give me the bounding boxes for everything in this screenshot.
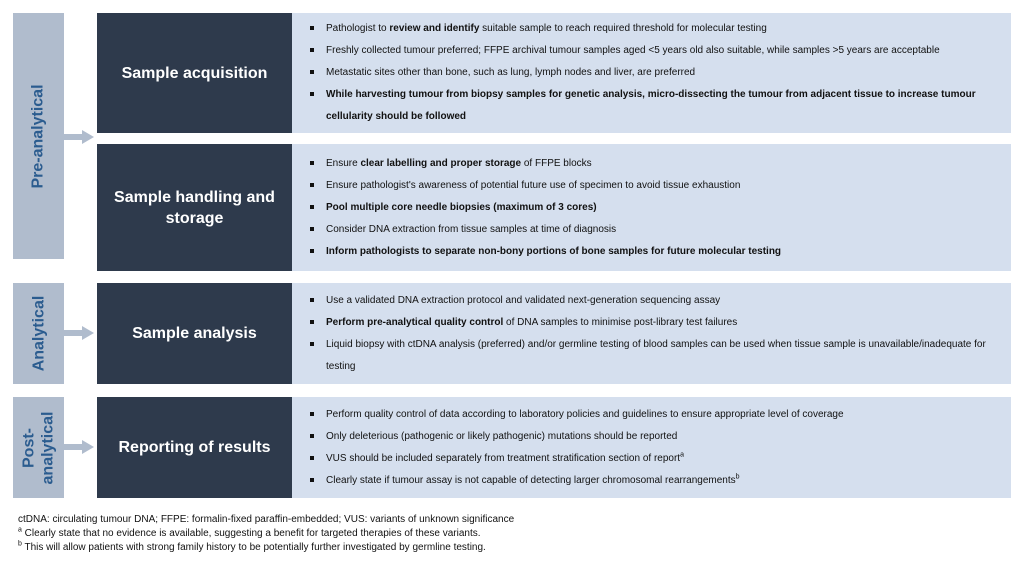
- footnote-marker: b: [735, 473, 740, 481]
- bullet-item: Use a validated DNA extraction protocol and validated next-generation sequencing assay: [310, 290, 1003, 312]
- row-sample-handling-storage: [97, 144, 1011, 271]
- phase-pre-analytical: [13, 13, 64, 259]
- bullet-item: Metastatic sites other than bone, such as lung, lymph nodes and liver, are preferred: [310, 62, 1003, 84]
- bullet-item: Pathologist to review and identify suitable sample to reach required threshold for molecular testing: [310, 18, 1003, 40]
- phase-label: Post- analytical: [20, 411, 57, 484]
- row-sample-acquisition: [97, 13, 1011, 133]
- arrow-right-icon: [64, 130, 94, 144]
- bullet-item: Consider DNA extraction from tissue samples at time of diagnosis: [310, 219, 1003, 241]
- category-label: Reporting of results: [97, 397, 292, 498]
- phase-label: Pre-analytical: [30, 83, 47, 189]
- phase-analytical: [13, 283, 64, 384]
- phase-label: Analytical: [30, 295, 47, 372]
- bullet-item: Clearly state if tumour assay is not capable of detecting larger chromosomal rearrangements$^b$: [310, 470, 1003, 492]
- abbreviations-note: ctDNA: circulating tumour DNA; FFPE: formalin-fixed paraffin-embedded; VUS: variants of unknown significance: [18, 514, 515, 525]
- bullet-item: Pool multiple core needle biopsies (maximum of 3 cores): [310, 197, 1003, 219]
- footnotes: [18, 513, 514, 555]
- bullet-list: [292, 144, 1011, 271]
- bullet-list: [292, 397, 1011, 498]
- category-label: Sample acquisition: [97, 13, 292, 133]
- bullet-item: Perform quality control of data according to laboratory policies and guidelines to ensure appropriate level of coverage: [310, 404, 1003, 426]
- arrow-right-icon: [64, 440, 94, 454]
- row-sample-analysis: [97, 283, 1011, 384]
- row-reporting-of-results: [97, 397, 1011, 498]
- footnote-a: $^a$ Clearly state that no evidence is available, suggesting a benefit for targeted therapies of these variants.: [18, 526, 481, 539]
- bullet-item: Ensure pathologist's awareness of potential future use of specimen to avoid tissue exhaustion: [310, 175, 1003, 197]
- footnote-marker: a: [680, 451, 684, 459]
- category-label: Sample handling and storage: [97, 144, 292, 271]
- phase-post-analytical: [13, 397, 64, 498]
- bullet-item: While harvesting tumour from biopsy samples for genetic analysis, micro-dissecting the tumour from adjacent tissue to increase tumour cellularity should be followed: [310, 84, 1003, 128]
- bullet-item: Ensure clear labelling and proper storage of FFPE blocks: [310, 153, 1003, 175]
- bullet-item: Perform pre-analytical quality control of DNA samples to minimise post-library test failures: [310, 312, 1003, 334]
- bullet-list: [292, 283, 1011, 384]
- bullet-item: VUS should be included separately from treatment stratification section of report$^a$: [310, 448, 1003, 470]
- bullet-item: Freshly collected tumour preferred; FFPE archival tumour samples aged <5 years old also suitable, while samples >5 years are acceptable: [310, 40, 1003, 62]
- footnote-b: $^b$ This will allow patients with strong family history to be potentially further investigated by germline testing.: [18, 540, 486, 553]
- bullet-list: [292, 13, 1011, 133]
- bullet-item: Liquid biopsy with ctDNA analysis (preferred) and/or germline testing of blood samples can be used when tissue sample is unavailable/inadequate for testing: [310, 334, 1003, 378]
- bullet-item: Only deleterious (pathogenic or likely pathogenic) mutations should be reported: [310, 426, 1003, 448]
- arrow-right-icon: [64, 326, 94, 340]
- bullet-item: Inform pathologists to separate non-bony portions of bone samples for future molecular testing: [310, 241, 1003, 263]
- category-label: Sample analysis: [97, 283, 292, 384]
